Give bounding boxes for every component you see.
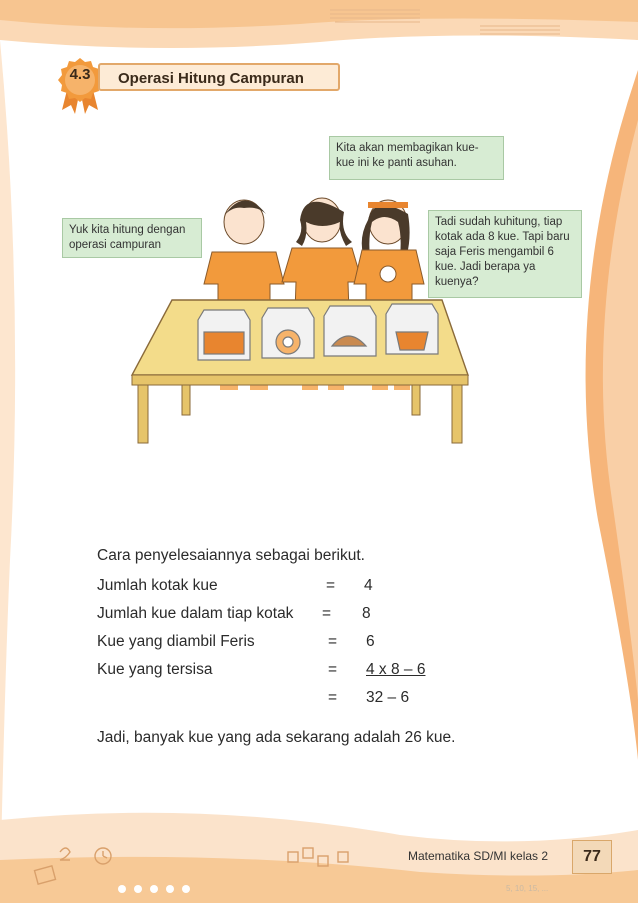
speech-bubble-left: Yuk kita hitung dengan operasi campuran — [62, 218, 202, 258]
row-value-1: 4 — [364, 577, 373, 594]
row-eq-4: = — [328, 661, 338, 678]
section-number: 4.3 — [69, 66, 91, 83]
row-value-2: 8 — [362, 605, 371, 622]
solution-intro: Cara penyelesaiannya sebagai berikut. — [97, 547, 365, 564]
speech-bubble-top: Kita akan membagikan kue-kue ini ke panti asuhan. — [329, 136, 504, 180]
row-value-3: 6 — [366, 633, 375, 650]
row-eq-1: = — [326, 577, 336, 594]
row-value-4: 4 x 8 – 6 — [366, 661, 426, 678]
solution-conclusion: Jadi, banyak kue yang ada sekarang adalah 26 kue. — [97, 729, 456, 746]
page-number: 77 — [583, 848, 601, 865]
page-number-box — [572, 840, 612, 874]
row-label-4: Kue yang tersisa — [97, 661, 213, 678]
row-eq-5: = — [328, 689, 338, 706]
row-label-2: Jumlah kue dalam tiap kotak — [97, 605, 294, 622]
row-label-1: Jumlah kotak kue — [97, 577, 218, 594]
footer-book-title: Matematika SD/MI kelas 2 — [408, 849, 549, 863]
speech-bubble-right: Tadi sudah kuhitung, tiap kotak ada 8 kue. Tapi baru saja Feris mengambil 6 kue. Jadi berapa ya kuenya? — [428, 210, 582, 298]
footer-sequence: 5, 10, 15, ... — [506, 884, 549, 893]
row-label-3: Kue yang diambil Feris — [97, 633, 255, 650]
row-eq-2: = — [322, 605, 332, 622]
section-title: Operasi Hitung Campuran — [118, 70, 304, 87]
row-value-5: 32 – 6 — [366, 689, 410, 706]
section-number-wrapper — [58, 58, 102, 102]
section-title-box — [98, 63, 340, 91]
row-eq-3: = — [328, 633, 338, 650]
